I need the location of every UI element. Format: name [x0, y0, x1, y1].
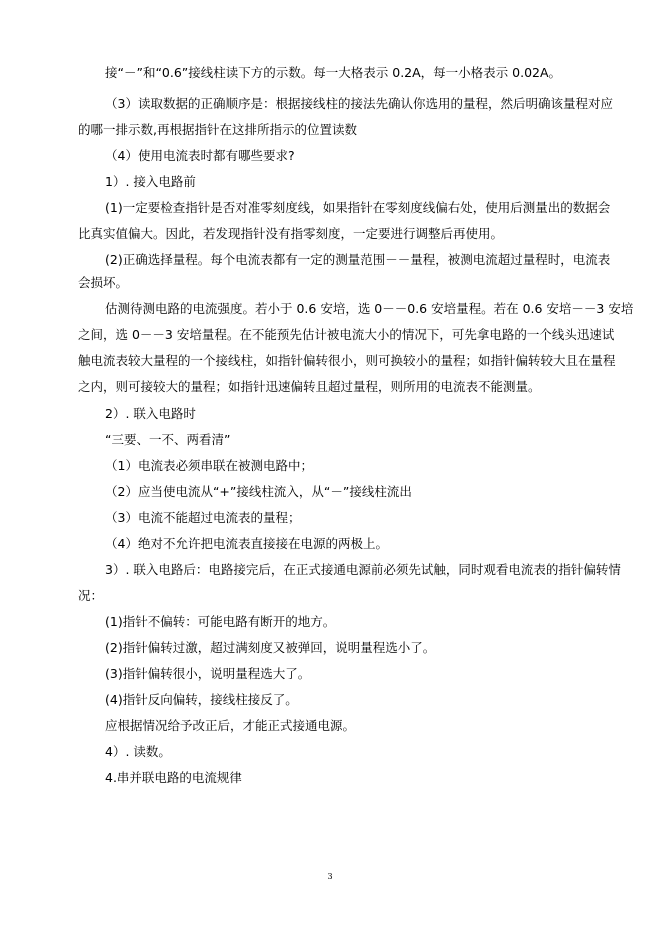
text-line: 的哪一排示数,再根据指针在这排所指示的位置读数	[78, 122, 357, 137]
text-line: 接“－”和“0.6”接线柱读下方的示数。每一大格表示 0.2A，每一小格表示 0.02A。	[105, 65, 562, 80]
section-heading: 3）. 联入电路后：电路接完后，在正式接通电源前必须先试触，同时观看电流表的指针偏转情	[105, 562, 621, 577]
list-item: (1)指针不偏转：可能电路有断开的地方。	[105, 614, 336, 629]
section-heading: 1）. 接入电路前	[105, 174, 196, 189]
list-item: (2)指针偏转过激，超过满刻度又被弹回，说明量程选小了。	[105, 640, 436, 655]
section-heading: 2）. 联入电路时	[105, 406, 196, 421]
list-item: （1）电流表必须串联在被测电路中；	[105, 458, 313, 473]
question-heading: （4）使用电流表时都有哪些要求?	[105, 148, 295, 163]
text-line: 之间，选 0－－3 安培量程。在不能预先估计被电流大小的情况下，可先拿电路的一个线头迅速试	[78, 327, 615, 342]
text-line: 触电流表较大量程的一个接线柱，如指针偏转很小，则可换较小的量程；如指针偏转较大且在量程	[78, 353, 616, 368]
list-item: (3)指针偏转很小，说明量程选大了。	[105, 666, 311, 681]
text-line: 比真实值偏大。因此，若发现指针没有指零刻度，一定要进行调整后再使用。	[78, 226, 504, 241]
section-heading: 4）. 读数。	[105, 744, 171, 759]
list-item: （4）绝对不允许把电流表直接接在电源的两极上。	[105, 536, 388, 551]
text-line: 会损坏。	[78, 275, 129, 290]
text-line: 况：	[78, 588, 104, 603]
list-item: （2）应当使电流从“+”接线柱流入，从“－”接线柱流出	[105, 484, 412, 499]
section-heading: 4.串并联电路的电流规律	[105, 770, 242, 785]
text-line: 估测待测电路的电流强度。若小于 0.6 安培，选 0－－0.6 安培量程。若在 0.6 安培－－3 安培	[105, 301, 634, 316]
text-line: （3）读取数据的正确顺序是：根据接线柱的接法先确认你选用的量程，然后明确该量程对应	[105, 96, 613, 111]
text-line: 之内，则可接较大的量程；如指针迅速偏转且超过量程，则所用的电流表不能测量。	[78, 379, 541, 394]
text-line: 应根据情况给予改正后，才能正式接通电源。	[105, 718, 356, 733]
page-number: 3	[327, 872, 333, 881]
text-line: (2)正确选择量程。每个电流表都有一定的测量范围－－量程，被测电流超过量程时，电流表	[105, 252, 611, 267]
text-line: “三要、一不、两看清”	[105, 432, 231, 447]
list-item: （3）电流不能超过电流表的量程；	[105, 510, 301, 525]
text-line: (1)一定要检查指针是否对准零刻度线，如果指针在零刻度线偏右处，使用后测量出的数据会	[105, 200, 611, 215]
list-item: (4)指针反向偏转，接线柱接反了。	[105, 692, 298, 707]
